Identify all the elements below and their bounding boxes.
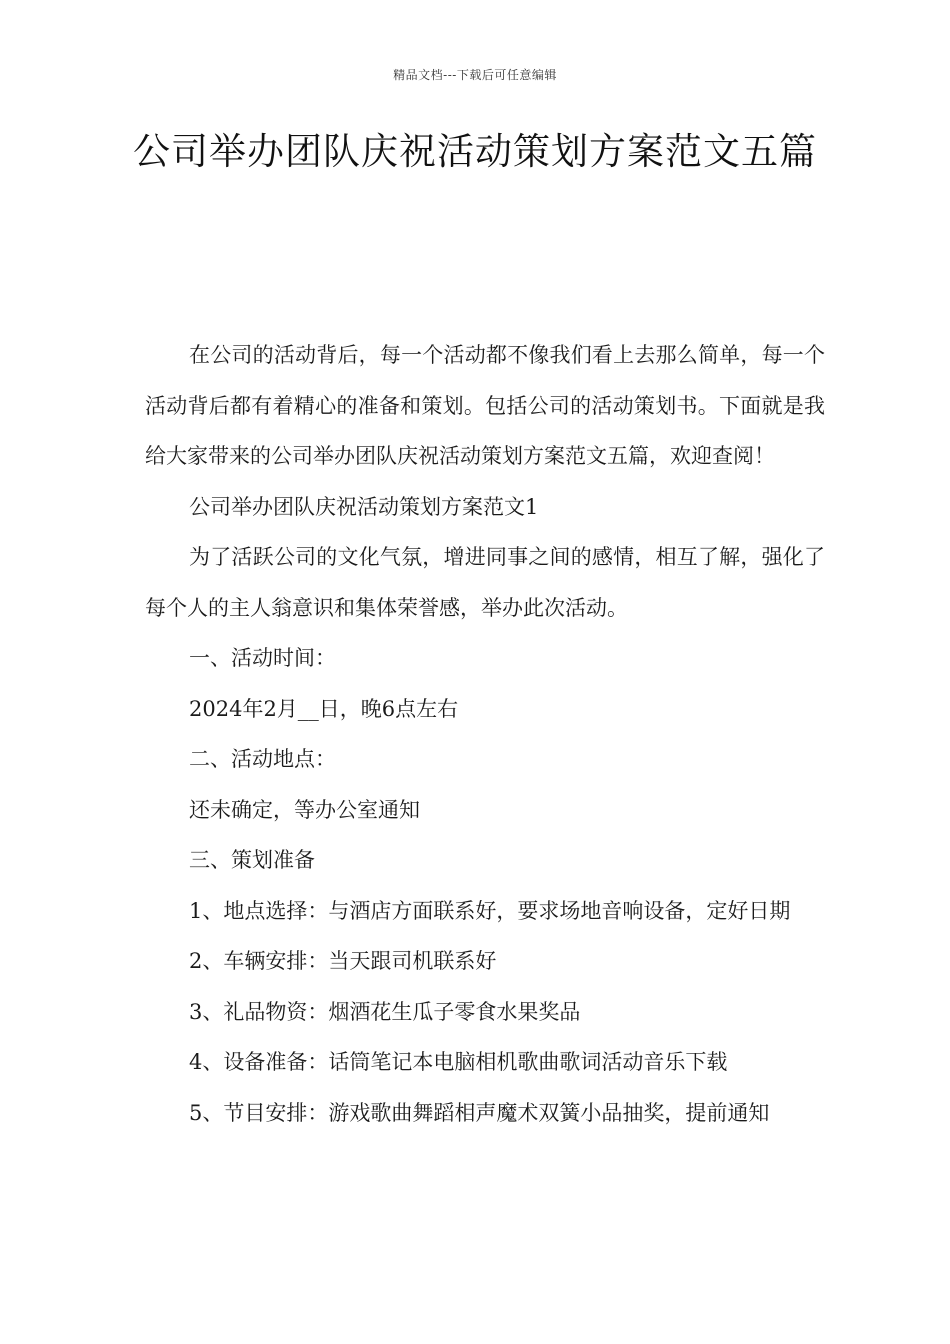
intro-paragraph: 在公司的活动背后，每一个活动都不像我们看上去那么简单，每一个活动背后都有着精心的准备和策划。包括公司的活动策划书。下面就是我给大家带来的公司举办团队庆祝活动策划方案范文五篇，欢迎查阅！ (145, 343, 825, 468)
preparation-heading: 三、策划准备 (189, 848, 315, 872)
location-value: 还未确定，等办公室通知 (189, 797, 420, 822)
location-heading: 二、活动地点： (189, 747, 336, 771)
time-value: 2024年2月__日，晚6点左右 (189, 696, 459, 721)
list-item: 5、节目安排：游戏歌曲舞蹈相声魔术双簧小品抽奖，提前通知 (189, 1100, 770, 1125)
list-item: 1、地点选择：与酒店方面联系好，要求场地音响设备，定好日期 (189, 898, 791, 923)
list-item: 2、车辆安排：当天跟司机联系好 (189, 949, 497, 973)
purpose-paragraph: 为了活跃公司的文化气氛，增进同事之间的感情，相互了解，强化了每个人的主人翁意识和集体荣誉感，举办此次活动。 (145, 545, 825, 620)
list-item: 3、礼品物资：烟酒花生瓜子零食水果奖品 (189, 999, 581, 1024)
list-item: 4、设备准备：话筒笔记本电脑相机歌曲歌词活动音乐下载 (189, 1050, 728, 1074)
header-note: 精品文档---下载后可任意编辑 (393, 68, 557, 82)
time-heading: 一、活动时间： (189, 646, 336, 670)
document-body (145, 330, 825, 1138)
section-heading: 公司举办团队庆祝活动策划方案范文1 (189, 494, 539, 519)
document-title: 公司举办团队庆祝活动策划方案范文五篇 (133, 130, 817, 173)
